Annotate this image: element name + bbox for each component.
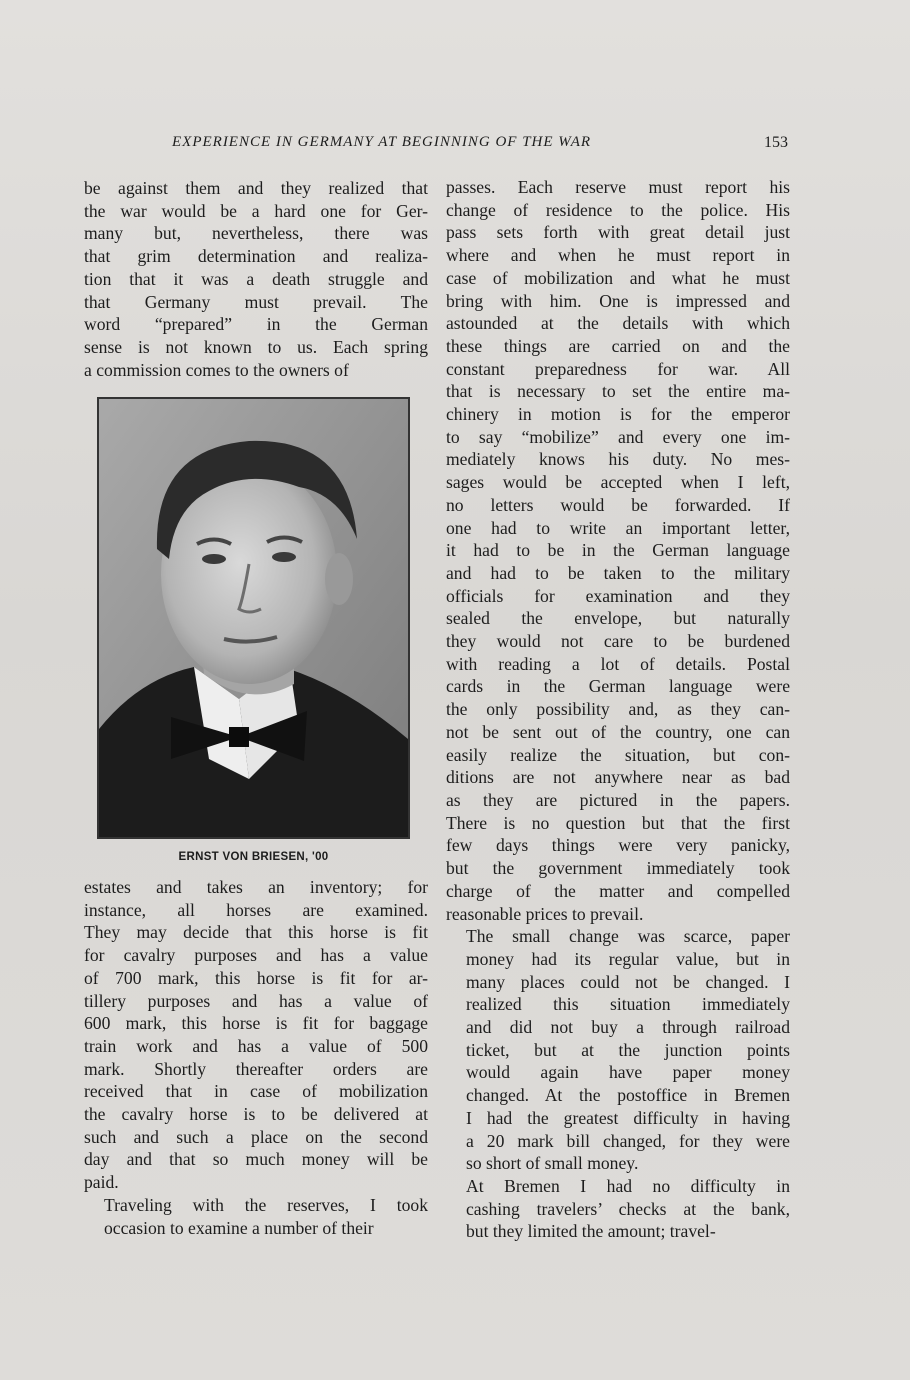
text-line: bring with him. One is impressed and bbox=[446, 290, 790, 311]
text-line: mark. Shortly thereafter orders are bbox=[84, 1058, 428, 1079]
paragraph bbox=[446, 176, 790, 925]
right-column bbox=[446, 176, 790, 1243]
text-line: easily realize the situation, but con- bbox=[446, 744, 790, 765]
photo-caption: ERNST VON BRIESEN, '00 bbox=[178, 851, 329, 863]
text-line: realized this situation immediately bbox=[466, 994, 790, 1015]
text-line: the only possibility and, as they can- bbox=[446, 699, 790, 720]
text-line: many but, nevertheless, there was bbox=[84, 223, 428, 244]
portrait-image bbox=[99, 399, 408, 837]
text-line: At Bremen I had no difficulty in bbox=[466, 1175, 790, 1196]
text-line: tion that it was a death struggle and bbox=[84, 268, 428, 289]
text-line: but they limited the amount; travel- bbox=[466, 1221, 716, 1242]
text-line: so short of small money. bbox=[466, 1153, 639, 1174]
text-line: these things are carried on and the bbox=[446, 335, 790, 356]
text-line: a commission comes to the owners of bbox=[84, 359, 349, 380]
text-line: and had to be taken to the military bbox=[446, 562, 790, 583]
text-line: passes. Each reserve must report his bbox=[446, 177, 790, 197]
text-line: not be sent out of the country, one can bbox=[446, 721, 790, 742]
text-line: chinery in motion is for the emperor bbox=[446, 404, 790, 425]
text-line: that is necessary to set the entire ma- bbox=[446, 381, 790, 402]
text-line: for cavalry purposes and has a value bbox=[84, 945, 428, 966]
paragraph bbox=[446, 925, 790, 1175]
text-line: to say “mobilize” and every one im- bbox=[446, 426, 790, 447]
text-line: with reading a lot of details. Postal bbox=[446, 653, 790, 674]
text-line: estates and takes an inventory; for bbox=[84, 877, 428, 897]
text-line: occasion to examine a number of their bbox=[104, 1217, 374, 1238]
text-line: There is no question but that the first bbox=[446, 812, 790, 833]
text-line: mediately knows his duty. No mes- bbox=[446, 449, 790, 470]
text-line: of 700 mark, this horse is fit for ar- bbox=[84, 967, 428, 988]
page-header bbox=[84, 134, 792, 158]
text-line: day and that so much money will be bbox=[84, 1149, 428, 1170]
text-line: officials for examination and they bbox=[446, 585, 790, 606]
text-line: one had to write an important letter, bbox=[446, 517, 790, 538]
text-line: Traveling with the reserves, I took bbox=[104, 1194, 428, 1215]
text-line: ticket, but at the junction points bbox=[466, 1039, 790, 1060]
text-line: no letters would be forwarded. If bbox=[446, 494, 790, 515]
text-line: the war would be a hard one for Ger- bbox=[84, 200, 428, 221]
text-line: word “prepared” in the German bbox=[84, 314, 428, 335]
text-line: such and such a place on the second bbox=[84, 1126, 428, 1147]
text-line: changed. At the postoffice in Bremen bbox=[466, 1085, 790, 1106]
text-line: sealed the envelope, but naturally bbox=[446, 608, 790, 629]
text-line: ditions are not anywhere near as bad bbox=[446, 767, 790, 788]
text-line: cards in the German language were bbox=[446, 676, 790, 697]
text-line: cashing travelers’ checks at the bank, bbox=[466, 1198, 790, 1219]
text-line: reasonable prices to prevail. bbox=[446, 903, 644, 924]
text-line: sense is not known to us. Each spring bbox=[84, 336, 428, 357]
text-line: astounded at the details with which bbox=[446, 313, 790, 334]
page-number: 153 bbox=[764, 134, 788, 151]
text-line: that grim determination and realiza- bbox=[84, 246, 428, 267]
text-line: case of mobilization and what he must bbox=[446, 267, 790, 288]
text-line: be against them and they realized that bbox=[84, 178, 428, 198]
text-line: sages would be accepted when I left, bbox=[446, 472, 790, 493]
text-line: train work and has a value of 500 bbox=[84, 1035, 428, 1056]
text-line: paid. bbox=[84, 1172, 119, 1193]
paragraph bbox=[84, 876, 428, 1194]
text-line: a 20 mark bill changed, for they were bbox=[466, 1130, 790, 1151]
running-head: EXPERIENCE IN GERMANY AT BEGINNING OF THE WAR bbox=[172, 134, 592, 150]
paragraph bbox=[446, 1175, 790, 1243]
text-line: where and when he must report in bbox=[446, 245, 790, 266]
text-line: they would not care to be burdened bbox=[446, 631, 790, 652]
text-line: but the government immediately took bbox=[446, 858, 790, 879]
text-line: as they are pictured in the papers. bbox=[446, 789, 790, 810]
paragraph bbox=[84, 1194, 428, 1239]
text-line: and did not buy a through railroad bbox=[466, 1017, 790, 1038]
text-line: They may decide that this horse is fit bbox=[84, 922, 428, 943]
paragraph bbox=[84, 177, 428, 381]
text-line: many places could not be changed. I bbox=[466, 971, 790, 992]
text-line: received that in case of mobilization bbox=[84, 1081, 428, 1102]
portrait-photo bbox=[97, 397, 410, 839]
text-line: 600 mark, this horse is fit for baggage bbox=[84, 1013, 428, 1034]
text-line: it had to be in the German language bbox=[446, 540, 790, 561]
text-line: that Germany must prevail. The bbox=[84, 291, 428, 312]
text-line: money had its regular value, but in bbox=[466, 948, 790, 969]
left-column-bottom bbox=[84, 876, 428, 1239]
text-line: tillery purposes and has a value of bbox=[84, 990, 428, 1011]
left-column-top bbox=[84, 177, 428, 381]
text-line: The small change was scarce, paper bbox=[466, 926, 790, 947]
text-line: the cavalry horse is to be delivered at bbox=[84, 1104, 428, 1125]
text-line: instance, all horses are examined. bbox=[84, 899, 428, 920]
text-line: pass sets forth with great detail just bbox=[446, 222, 790, 243]
text-line: charge of the matter and compelled bbox=[446, 880, 790, 901]
text-line: I had the greatest difficulty in having bbox=[466, 1107, 790, 1128]
text-line: change of residence to the police. His bbox=[446, 199, 790, 220]
text-line: constant preparedness for war. All bbox=[446, 358, 790, 379]
text-line: would again have paper money bbox=[466, 1062, 790, 1083]
text-line: few days things were very panicky, bbox=[446, 835, 790, 856]
